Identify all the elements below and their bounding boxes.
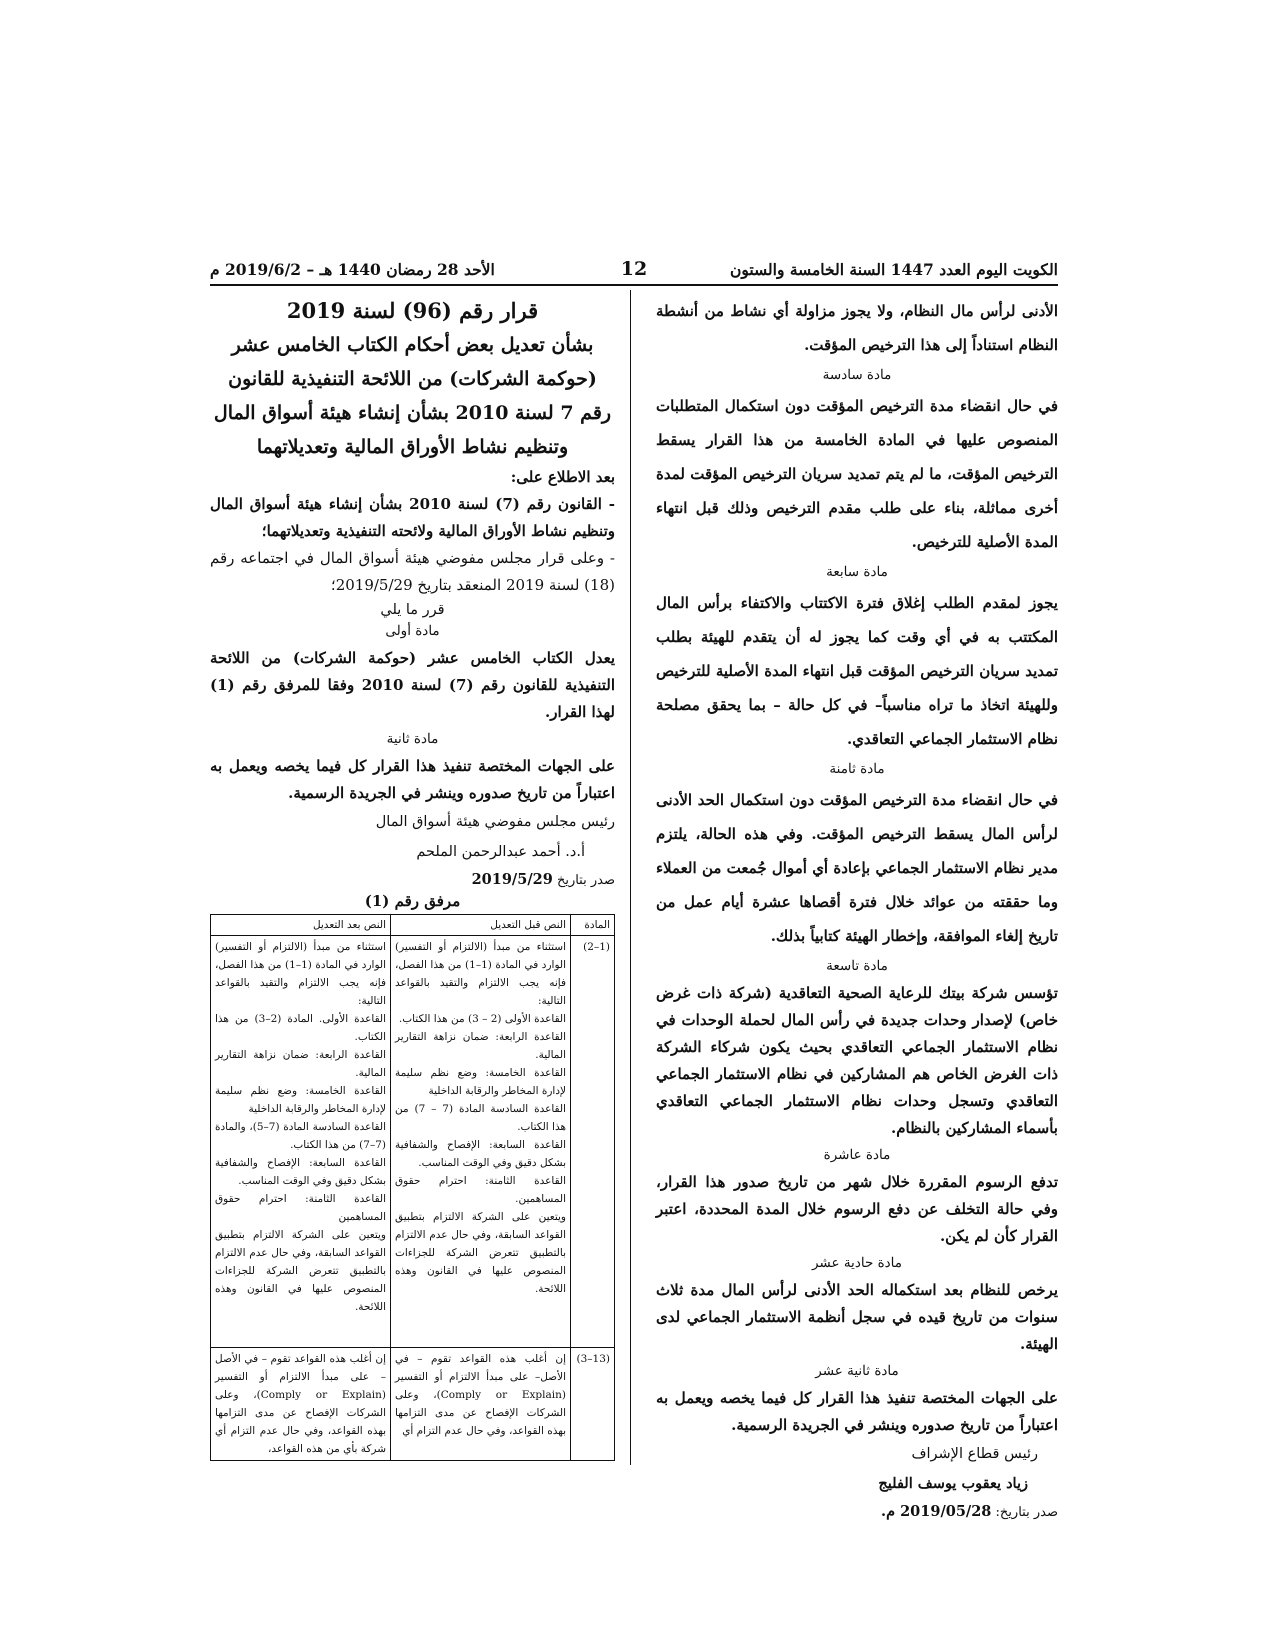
cell-line: القاعدة الثامنة: احترام حقوق المساهمين. — [395, 1175, 566, 1205]
cell-line: القاعدة الأولى (2 – 3) من هذا الكتاب. — [398, 1013, 566, 1025]
cell-line: القاعدة الخامسة: وضع نظم سليمة لإدارة المخاطر والرقابة الداخلية — [395, 1067, 566, 1097]
cell-line: إن أغلب هذه القواعد تقوم – في الأصل – على مبدأ الالتزام أو التفسير (Comply or Explain)، وعلى الشركات الإفصاح عن مدى التزامها بهذه القواعد، وفي حال عدم التزام أي شركة بأي من هذه القواعد، — [215, 1353, 387, 1455]
cell-line: القاعدة السابعة: الإفصاح والشفافية بشكل دقيق وفي الوقت المناسب. — [215, 1157, 386, 1187]
header-after: النص بعد التعديل — [211, 915, 391, 936]
signatory-title: رئيس قطاع الإشراف — [911, 1446, 1038, 1462]
cell-line: ويتعين على الشركة الالتزام بتطبيق القواعد السابقة، وفي حال عدم الالتزام بالتطبيق تتعرض الشركة للجزاءات المنصوص عليها في القانون وهذه اللائحة. — [215, 1229, 386, 1313]
article-title: مادة أولى — [385, 623, 440, 639]
header-article: المادة — [571, 915, 615, 936]
cell-article: (13–3) — [571, 1348, 615, 1461]
article-text: يجوز لمقدم الطلب إغلاق فترة الاكتتاب والاكتفاء برأس المال المكتتب به في أي وقت كما يجوز له أن يتقدم للهيئة بطلب تمديد سريان الترخيص المؤقت قبل انتهاء المدة الأصلية للترخيص وللهيئة اتخاذ ما تراه مناسباً– في كل حالة – بما يحقق مصلحة نظام الاستثمار الجماعي التعاقدي. — [656, 594, 1058, 748]
left-column — [210, 294, 615, 1461]
cell-article: (1–2) — [571, 936, 615, 1348]
issue-date — [656, 1503, 1058, 1520]
article-text: تؤسس شركة بيتك للرعاية الصحية التعاقدية (شركة ذات غرض خاص) لإصدار وحدات جديدة في رأس المال لحملة الوحدات في نظام الاستثمار الجماعي التعاقدي بحيث يكون شركاء الشركة ذات الغرض الخاص هم المشاركين في نظام الاستثمار الجماعي التعاقدي وتسجل وحدات نظام الاستثمار الجماعي التعاقدي بأسماء المشاركين بالنظام. — [656, 984, 1058, 1137]
cell-before — [391, 936, 571, 1348]
signatory-name: زياد يعقوب يوسف الفليج — [878, 1475, 1028, 1492]
continuation-text: الأدنى لرأس مال النظام، ولا يجوز مزاولة أي نشاط من أنشطة النظام استناداً إلى هذا الترخيص المؤقت. — [656, 302, 1058, 354]
article-text: في حال انقضاء مدة الترخيص المؤقت دون استكمال الحد الأدنى لرأس المال يسقط الترخيص المؤقت. وفي هذه الحالة، يلتزم مدير نظام الاستثمار الجماعي بإعادة أي أموال جُمعت من العملاء وما حققته من عوائد خلال فترة أقصاها عشرة أيام عمل من تاريخ إلغاء الموافقة، وإخطار الهيئة كتابياً بذلك. — [656, 791, 1058, 945]
header-date: الأحد 28 رمضان 1440 هـ – 2019/6/2 م — [210, 260, 495, 279]
article-text: على الجهات المختصة تنفيذ هذا القرار كل فيما يخصه ويعمل به اعتباراً من تاريخ صدوره وينشر في الجريدة الرسمية. — [210, 757, 615, 802]
article-text: في حال انقضاء مدة الترخيص المؤقت دون استكمال المتطلبات المنصوص عليها في المادة الخامسة من هذا القرار يسقط الترخيص المؤقت، ما لم يتم تمديد سريان الترخيص المؤقت لمدة أخرى مماثلة، بناء على طلب مقدم الترخيص وذلك قبل انتهاء المدة الأصلية للترخيص. — [656, 397, 1058, 551]
cell-line: القاعدة السادسة المادة (7–5)، والمادة (7–7) من هذا الكتاب. — [215, 1121, 386, 1151]
annex-title: مرفق رقم (1) — [364, 892, 461, 910]
issue-date-value: 2019/5/29 — [471, 871, 553, 888]
page-header — [210, 258, 1058, 286]
article-text: على الجهات المختصة تنفيذ هذا القرار كل فيما يخصه ويعمل به اعتباراً من تاريخ صدوره وينشر في الجريدة الرسمية. — [656, 1389, 1058, 1434]
issue-date — [210, 871, 615, 888]
header-page-number: 12 — [620, 258, 648, 280]
cell-line: إن أغلب هذه القواعد تقوم – في الأصل– على مبدأ الالتزام أو التفسير (Comply or Explain)، وعلى الشركات الإفصاح عن مدى التزامها بهذه القواعد، وفي حال عدم التزام أي — [395, 1353, 567, 1437]
cell-line: القاعدة السابعة: الإفصاح والشفافية بشكل دقيق وفي الوقت المناسب. — [395, 1139, 566, 1169]
article-title: مادة ثامنة — [829, 761, 885, 777]
article-title: مادة ثانية عشر — [815, 1363, 899, 1379]
cell-line: القاعدة الثامنة: احترام حقوق المساهمين — [215, 1193, 386, 1223]
article-text: تدفع الرسوم المقررة خلال شهر من تاريخ صدور هذا القرار، وفي حالة التخلف عن دفع الرسوم خلال المدة المحددة، اعتبر القرار كأن لم يكن. — [656, 1173, 1058, 1245]
article-text: يعدل الكتاب الخامس عشر (حوكمة الشركات) من اللائحة التنفيذية للقانون رقم (7) لسنة 2010 وفقا للمرفق رقم (1) لهذا القرار. — [210, 649, 616, 721]
cell-before — [391, 1348, 571, 1461]
article-text: يرخص للنظام بعد استكماله الحد الأدنى لرأس المال مدة ثلاث سنوات من تاريخ قيده في سجل أنظمة الاستثمار الجماعي لدى الهيئة. — [656, 1281, 1058, 1353]
cell-line: ويتعين على الشركة الالتزام بتطبيق القواعد السابقة، وفي حال عدم الالتزام بالتطبيق تتعرض الشركة للجزاءات المنصوص عليها في القانون وهذه اللائحة. — [395, 1211, 566, 1295]
article-title: مادة حادية عشر — [811, 1255, 903, 1271]
table-row — [211, 1348, 615, 1461]
recital: - وعلى قرار مجلس مفوضي هيئة أسواق المال في اجتماعه رقم (18) لسنة 2019 المنعقد بتاريخ 2019/5/29؛ — [210, 549, 615, 594]
header-publication: الكويت اليوم العدد 1447 السنة الخامسة والستون — [730, 260, 1058, 279]
article-title: مادة سادسة — [822, 367, 892, 383]
recital: - القانون رقم (7) لسنة 2010 بشأن إنشاء هيئة أسواق المال وتنظيم نشاط الأوراق المالية ولائحته التنفيذية وتعديلاتهما؛ — [210, 495, 616, 540]
header-before: النص قبل التعديل — [391, 915, 571, 936]
decision-subject: بشأن تعديل بعض أحكام الكتاب الخامس عشر (حوكمة الشركات) من اللائحة التنفيذية للقانون رقم 7 لسنة 2010 بشأن إنشاء هيئة أسواق المال وتنظيم نشاط الأوراق المالية وتعديلاتهما — [213, 334, 612, 458]
amendment-table — [210, 914, 615, 1461]
table-header-row — [211, 915, 615, 936]
issue-date-label: صدر بتاريخ: — [995, 1505, 1058, 1520]
cell-line: استثناء من مبدأ (الالتزام أو التفسير) الوارد في المادة (1–1) من هذا الفصل، فإنه يجب الالتزام والتقيد بالقواعد التالية: — [215, 941, 386, 1007]
cell-line: القاعدة السادسة المادة (7 – 7) من هذا الكتاب. — [395, 1103, 566, 1133]
resolved-heading: قرر ما يلي — [380, 602, 445, 618]
signatory-name: أ.د. أحمد عبدالرحمن الملحم — [416, 844, 585, 860]
cell-line: استثناء من مبدأ (الالتزام أو التفسير) الوارد في المادة (1–1) من هذا الفصل، فإنه يجب الالتزام والتقيد بالقواعد التالية: — [395, 941, 566, 1007]
article-title: مادة عاشرة — [823, 1147, 891, 1163]
decision-title: قرار رقم (96) لسنة 2019 — [286, 298, 539, 323]
signatory-title: رئيس مجلس مفوضي هيئة أسواق المال — [375, 814, 615, 830]
article-title: مادة ثانية — [386, 731, 439, 747]
cell-after — [211, 1348, 391, 1461]
article-title: مادة تاسعة — [826, 958, 888, 974]
cell-line: القاعدة الرابعة: ضمان نزاهة التقارير المالية. — [215, 1049, 386, 1079]
article-title: مادة سابعة — [826, 564, 888, 580]
table-row — [211, 936, 615, 1348]
column-divider — [630, 290, 631, 1465]
issue-date-value: 2019/05/28 م. — [881, 1503, 992, 1520]
cell-line: القاعدة الأولى. المادة (2–3) من هذا الكتاب. — [215, 1013, 386, 1043]
preamble: بعد الاطلاع على: — [510, 468, 615, 486]
right-column — [656, 294, 1058, 1520]
issue-date-label: صدر بتاريخ — [556, 873, 615, 888]
cell-line: القاعدة الرابعة: ضمان نزاهة التقارير المالية. — [395, 1031, 566, 1061]
cell-line: القاعدة الخامسة: وضع نظم سليمة لإدارة المخاطر والرقابة الداخلية — [215, 1085, 386, 1115]
cell-after — [211, 936, 391, 1348]
gazette-page — [210, 258, 1058, 1520]
